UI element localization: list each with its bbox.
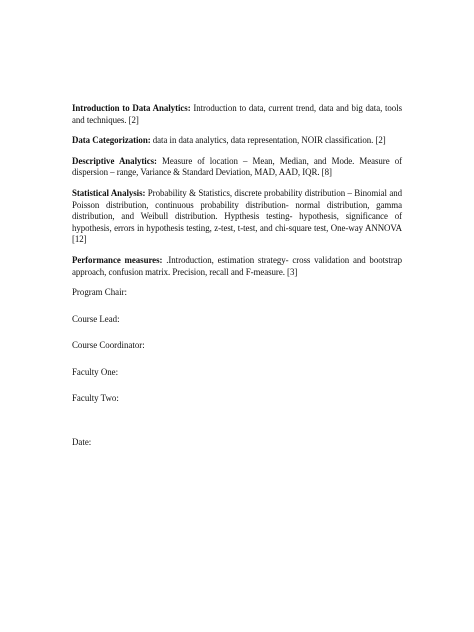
section-body: data in data analytics, data representation, NOIR classification. [2] <box>150 135 386 146</box>
section-heading: Statistical Analysis: <box>72 187 146 198</box>
section-body: .Introduction, estimation strategy- cross validation and bootstrap approach, confusion matrix. Precision, recall and F-measure. [3] <box>72 254 403 277</box>
section-body: Probability & Statistics, discrete probability distribution – Binomial and Poisson distribution, continuous probability distribution- normal distribution, gamma distribution, and Weibull distribution. Hypthesis testing- hypothesis, significance of hypothesis, errors in hypothesis testing, z-test, t-test, and chi-square test, One-way ANNOVA [12] <box>72 187 402 245</box>
faculty-two-label: Faculty Two: <box>72 393 119 403</box>
section-statistical-analysis <box>72 188 402 246</box>
faculty-one-label: Faculty One: <box>72 367 119 377</box>
section-body: Introduction to data, current trend, data and big data, tools and techniques. [2] <box>72 103 402 125</box>
section-heading: Introduction to Data Analytics: <box>72 103 191 113</box>
section-performance-measures <box>72 255 402 278</box>
section-heading: Descriptive Analytics: <box>72 155 157 166</box>
section-heading: Data Categorization: <box>72 135 151 146</box>
program-chair-label: Program Chair: <box>72 287 127 297</box>
section-heading: Performance measures: <box>72 254 163 265</box>
date-label: Date: <box>72 437 92 447</box>
section-intro-data-analytics <box>72 103 402 126</box>
course-coordinator-label: Course Coordinator: <box>72 340 145 350</box>
syllabus-content <box>72 103 402 287</box>
section-descriptive-analytics <box>72 156 402 179</box>
section-body: Measure of location – Mean, Median, and Mode. Measure of dispersion – range, Variance & Standard Deviation, MAD, AAD, IQR. [8] <box>72 155 402 178</box>
course-lead-label: Course Lead: <box>72 314 120 324</box>
section-data-categorization <box>72 135 402 147</box>
